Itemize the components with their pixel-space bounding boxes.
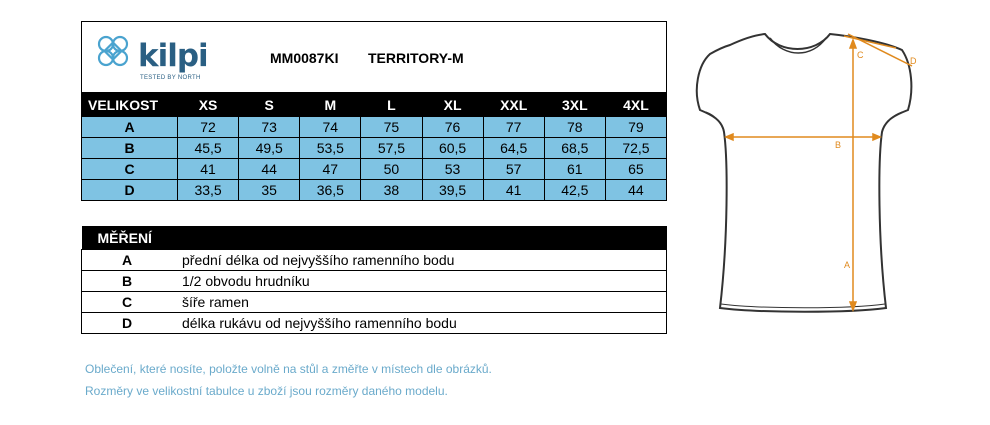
table-cell: 38 bbox=[361, 180, 422, 201]
measurement-label: B bbox=[82, 271, 173, 292]
label-c: C bbox=[857, 50, 864, 60]
table-cell: 33,5 bbox=[178, 180, 239, 201]
label-a: A bbox=[844, 260, 851, 270]
measurement-desc: přední délka od nejvyššího ramenního bodu bbox=[172, 250, 667, 271]
table-cell: 72 bbox=[178, 117, 239, 138]
row-label: D bbox=[82, 180, 178, 201]
size-header-row bbox=[82, 94, 667, 117]
measurement-label: D bbox=[82, 313, 173, 334]
table-cell: 65 bbox=[605, 159, 666, 180]
tshirt-diagram bbox=[690, 20, 930, 320]
table-cell: 42,5 bbox=[544, 180, 605, 201]
table-cell: 76 bbox=[422, 117, 483, 138]
table-cell: 45,5 bbox=[178, 138, 239, 159]
label-d: D bbox=[910, 56, 917, 66]
table-row bbox=[82, 117, 667, 138]
measurement-desc: délka rukávu od nejvyššího ramenního bodu bbox=[172, 313, 667, 334]
list-item bbox=[82, 271, 667, 292]
table-cell: 53 bbox=[422, 159, 483, 180]
table-cell: 44 bbox=[239, 159, 300, 180]
row-label: A bbox=[82, 117, 178, 138]
measurement-title: MĚŘENÍ bbox=[82, 226, 667, 250]
size-col-header: XS bbox=[178, 94, 239, 117]
table-cell: 73 bbox=[239, 117, 300, 138]
table-cell: 41 bbox=[483, 180, 544, 201]
size-col-header: 4XL bbox=[605, 94, 666, 117]
table-cell: 36,5 bbox=[300, 180, 361, 201]
row-label: B bbox=[82, 138, 178, 159]
table-cell: 41 bbox=[178, 159, 239, 180]
size-col-header: S bbox=[239, 94, 300, 117]
table-cell: 57,5 bbox=[361, 138, 422, 159]
list-item bbox=[82, 313, 667, 334]
table-cell: 72,5 bbox=[605, 138, 666, 159]
measurement-desc: 1/2 obvodu hrudníku bbox=[172, 271, 667, 292]
list-item bbox=[82, 292, 667, 313]
size-col-header: XL bbox=[422, 94, 483, 117]
row-label: C bbox=[82, 159, 178, 180]
brand-tagline: TESTED BY NORTH bbox=[140, 75, 201, 81]
table-cell: 39,5 bbox=[422, 180, 483, 201]
table-cell: 68,5 bbox=[544, 138, 605, 159]
header-box bbox=[81, 21, 667, 93]
product-code: MM0087KI bbox=[270, 50, 339, 66]
measurement-header-row bbox=[82, 226, 667, 250]
table-cell: 44 bbox=[605, 180, 666, 201]
size-col-header: M bbox=[300, 94, 361, 117]
label-b: B bbox=[835, 140, 842, 150]
kilpi-logo bbox=[94, 32, 224, 87]
list-item bbox=[82, 250, 667, 271]
measurement-table bbox=[81, 226, 667, 334]
size-col-header: 3XL bbox=[544, 94, 605, 117]
size-col-header: XXL bbox=[483, 94, 544, 117]
table-cell: 47 bbox=[300, 159, 361, 180]
table-cell: 60,5 bbox=[422, 138, 483, 159]
table-cell: 78 bbox=[544, 117, 605, 138]
measurement-label: C bbox=[82, 292, 173, 313]
table-cell: 74 bbox=[300, 117, 361, 138]
size-corner-label: VELIKOST bbox=[82, 94, 178, 117]
table-cell: 57 bbox=[483, 159, 544, 180]
table-cell: 79 bbox=[605, 117, 666, 138]
table-row bbox=[82, 180, 667, 201]
table-cell: 75 bbox=[361, 117, 422, 138]
table-cell: 64,5 bbox=[483, 138, 544, 159]
measurement-label: A bbox=[82, 250, 173, 271]
table-row bbox=[82, 138, 667, 159]
table-cell: 50 bbox=[361, 159, 422, 180]
table-cell: 53,5 bbox=[300, 138, 361, 159]
table-cell: 49,5 bbox=[239, 138, 300, 159]
table-row bbox=[82, 159, 667, 180]
table-cell: 61 bbox=[544, 159, 605, 180]
table-cell: 35 bbox=[239, 180, 300, 201]
model-note: Rozměry ve velikostní tabulce u zboží jsou rozměry daného modelu. bbox=[85, 384, 448, 398]
instruction-note: Oblečení, které nosíte, položte volně na stůl a změřte v místech dle obrázků. bbox=[85, 362, 492, 376]
measurement-desc: šíře ramen bbox=[172, 292, 667, 313]
knot-icon bbox=[94, 32, 134, 72]
brand-name: kilpi bbox=[138, 38, 208, 74]
tshirt-outline bbox=[697, 34, 912, 312]
size-col-header: L bbox=[361, 94, 422, 117]
product-name: TERRITORY-M bbox=[368, 50, 464, 66]
size-table bbox=[81, 93, 667, 201]
table-cell: 77 bbox=[483, 117, 544, 138]
